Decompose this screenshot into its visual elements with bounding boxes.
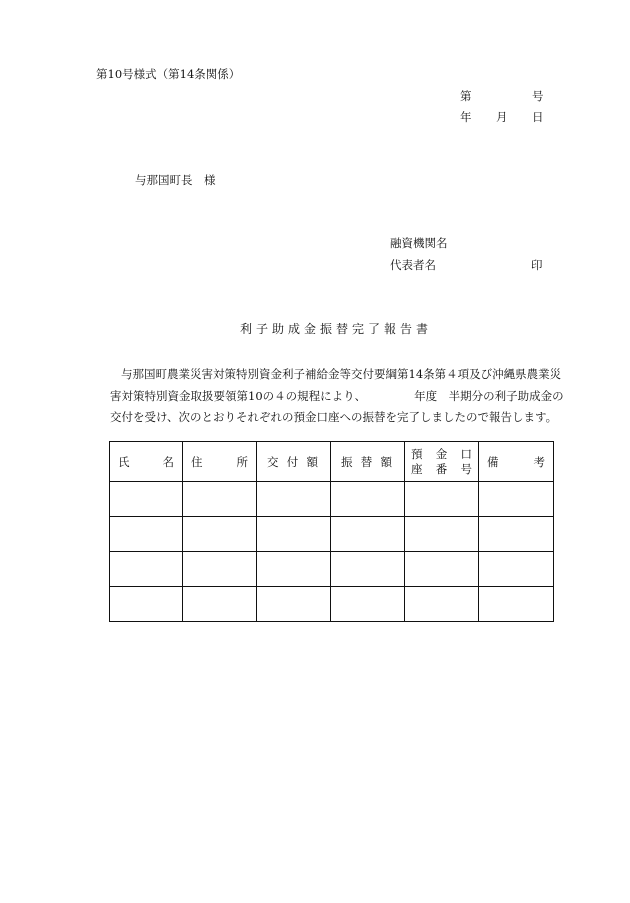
body-line-3: 交付を受け、次のとおりそれぞれの預金口座への振替を完了しましたので報告します。 xyxy=(110,410,558,424)
table-cell[interactable] xyxy=(110,517,183,552)
institution-label: 融資機関名 xyxy=(390,236,448,250)
header-name: 氏 名 xyxy=(110,442,183,482)
date-day: 日 xyxy=(532,110,544,124)
table-cell[interactable] xyxy=(183,587,257,622)
table-row xyxy=(110,482,554,517)
table-header-row xyxy=(110,442,554,482)
transfer-table xyxy=(109,441,554,622)
table-cell[interactable] xyxy=(331,587,405,622)
date-year: 年 xyxy=(460,110,472,124)
body-line-2 xyxy=(110,386,570,408)
table-cell[interactable] xyxy=(405,587,479,622)
table-cell[interactable] xyxy=(405,517,479,552)
table-row xyxy=(110,552,554,587)
table-cell[interactable] xyxy=(257,517,331,552)
table-cell[interactable] xyxy=(257,552,331,587)
representative-label: 代表者名 xyxy=(390,258,436,272)
date-month: 月 xyxy=(496,110,508,124)
header-transfer-amount: 振 替 額 xyxy=(331,442,405,482)
table-cell[interactable] xyxy=(183,482,257,517)
table-cell[interactable] xyxy=(257,587,331,622)
number-suffix: 号 xyxy=(532,89,544,103)
table-cell[interactable] xyxy=(405,552,479,587)
table-cell[interactable] xyxy=(183,517,257,552)
body-line-1: 与那国町農業災害対策特別資金利子補給金等交付要綱第14条第４項及び沖縄県農業災 xyxy=(121,367,562,381)
table-cell[interactable] xyxy=(479,552,554,587)
table-cell[interactable] xyxy=(110,552,183,587)
table-cell[interactable] xyxy=(110,587,183,622)
body-paragraph xyxy=(110,364,570,429)
number-prefix: 第 xyxy=(460,89,472,103)
table-cell[interactable] xyxy=(331,482,405,517)
header-grant-amount: 交 付 額 xyxy=(257,442,331,482)
table-cell[interactable] xyxy=(331,552,405,587)
table-cell[interactable] xyxy=(479,517,554,552)
table-cell[interactable] xyxy=(405,482,479,517)
document-title: 利子助成金振替完了報告書 xyxy=(239,322,432,336)
header-address: 住 所 xyxy=(183,442,257,482)
body-line-2-a: 害対策特別資金取扱要領第10の４の規程により、 xyxy=(110,388,367,403)
table-row xyxy=(110,517,554,552)
table-cell[interactable] xyxy=(479,482,554,517)
table-cell[interactable] xyxy=(331,517,405,552)
table-cell[interactable] xyxy=(479,587,554,622)
table-cell[interactable] xyxy=(257,482,331,517)
header-account-number: 預 金 口 座 番 号 xyxy=(405,442,479,482)
form-number: 第10号様式（第14条関係） xyxy=(96,67,241,81)
addressee: 与那国町長 様 xyxy=(135,173,216,187)
table-cell[interactable] xyxy=(110,482,183,517)
table-row xyxy=(110,587,554,622)
table-cell[interactable] xyxy=(183,552,257,587)
seal-mark: 印 xyxy=(531,258,543,272)
header-remarks: 備 考 xyxy=(479,442,554,482)
body-line-2-b: 年度 半期分の利子助成金の xyxy=(414,388,564,403)
